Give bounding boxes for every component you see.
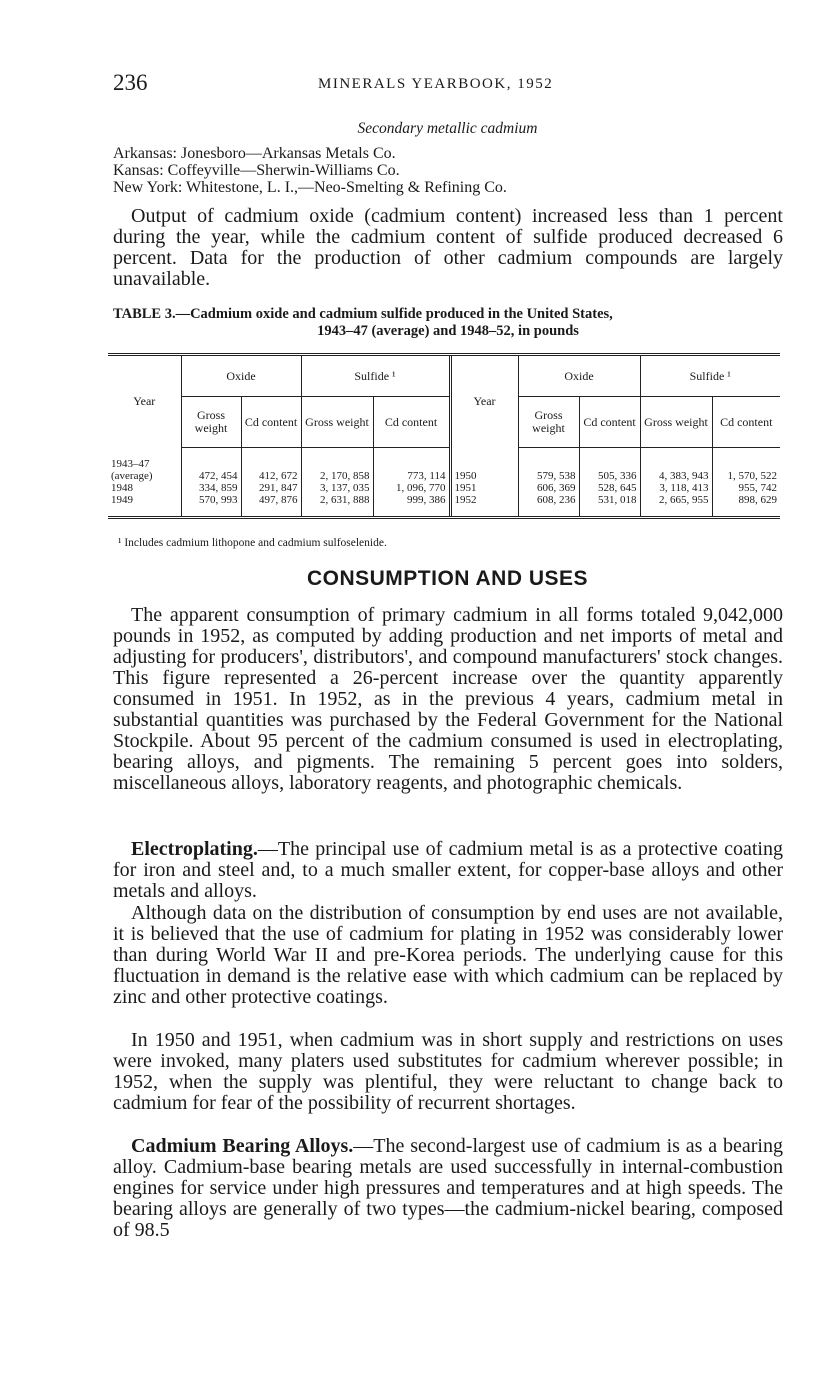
oxide-cd-cell: 528, 645 (579, 482, 640, 494)
electroplating-paragraph (113, 839, 783, 902)
table-row (108, 494, 780, 518)
intro-paragraph-text: Output of cadmium oxide (cadmium content) increased less than 1 percent during the year, while the cadmium content of sulfide produced decreased 6 percent. Data for the production of other cadmium compounds are largely unavailable. (113, 205, 783, 290)
sulfide-gross-cell: 3, 118, 413 (640, 482, 712, 494)
year-cell: 1943–47 (average) (111, 458, 153, 482)
oxide-gross-cell: 579, 538 (518, 458, 579, 482)
gross-weight-header: Gross weight (301, 397, 373, 448)
sulfide-gross-cell: 2, 631, 888 (301, 494, 373, 518)
sulfide-cd-cell: 898, 629 (712, 494, 780, 518)
secondary-heading: Secondary metallic cadmium (357, 120, 538, 137)
electroplating-text: —The principal use of cadmium metal is as a protective coating for iron and steel and, to a much smaller extent, for copper-base alloys and other metals and alloys. (113, 838, 783, 902)
table-row (108, 482, 780, 494)
bearing-alloys-runin: Cadmium Bearing Alloys. (131, 1135, 354, 1157)
year-cell: 1949 (108, 494, 181, 518)
distribution-paragraph-text: Although data on the distribution of consumption by end uses are not available, it is believed that the use of cadmium for plating in 1952 was considerably lower than during World War II and pre-Korea periods. The underlying cause for this fluctuation in demand is the relative ease with which cadmium can be replaced by zinc and other protective coatings. (113, 902, 783, 1008)
sulfide-column-header: Sulfide ¹ (640, 355, 780, 397)
table-row (108, 458, 780, 482)
oxide-cd-cell: 505, 336 (579, 458, 640, 482)
oxide-cd-cell: 412, 672 (241, 458, 301, 482)
gross-weight-header: Gross weight (640, 397, 712, 448)
table-caption-line2: 1943–47 (average) and 1948–52, in pounds (317, 323, 579, 339)
production-table (108, 353, 780, 519)
oxide-column-header: Oxide (518, 355, 640, 397)
oxide-gross-cell: 606, 369 (518, 482, 579, 494)
sulfide-gross-cell: 2, 665, 955 (640, 494, 712, 518)
year-column-header: Year (450, 355, 518, 448)
year-cell: 1948 (111, 482, 133, 494)
plant-entry: Kansas: Coffeyville—Sherwin-Williams Co. (113, 162, 400, 179)
sulfide-cd-cell: 773, 114 (373, 458, 450, 482)
gross-weight-header: Gross weight (518, 397, 579, 448)
supply-paragraph-text: In 1950 and 1951, when cadmium was in short supply and restrictions on uses were invoked, many platers used substitutes for cadmium wherever possible; in 1952, when the supply was plentiful, they were reluctant to change back to cadmium for fear of the possibility of recurrent shortages. (113, 1029, 783, 1114)
sulfide-cd-cell: 1, 570, 522 (712, 458, 780, 482)
running-head: MINERALS YEARBOOK, 1952 (318, 76, 554, 92)
cd-content-header: Cd content (373, 397, 450, 448)
year-cell: 1951 (450, 482, 518, 494)
oxide-gross-cell: 472, 454 (181, 458, 241, 482)
oxide-gross-cell: 334, 859 (181, 482, 241, 494)
section-title: CONSUMPTION AND USES (306, 567, 589, 590)
year-cell: 1952 (450, 494, 518, 518)
plant-list (113, 145, 507, 196)
plant-entry: Arkansas: Jonesboro—Arkansas Metals Co. (113, 145, 396, 162)
supply-paragraph (113, 1030, 783, 1114)
table-footnote: ¹ Includes cadmium lithopone and cadmium sulfoselenide. (118, 537, 387, 549)
sulfide-cd-cell: 955, 742 (712, 482, 780, 494)
page-number: 236 (113, 70, 148, 95)
cd-content-header: Cd content (712, 397, 780, 448)
oxide-cd-cell: 531, 018 (579, 494, 640, 518)
sulfide-cd-cell: 1, 096, 770 (373, 482, 450, 494)
year-cell: 1950 (450, 458, 518, 482)
sulfide-column-header: Sulfide ¹ (301, 355, 450, 397)
bearing-alloys-text: —The second-largest use of cadmium is as a bearing alloy. Cadmium-base bearing metals are used successfully in internal-combustion engines for service under high pressures and temperatures and at high speeds. The bearing alloys are generally of two types—the cadmium-nickel bearing, composed of 98.5 (113, 1135, 783, 1241)
year-column-header: Year (108, 355, 181, 448)
cd-content-header: Cd content (241, 397, 301, 448)
electroplating-runin: Electroplating. (131, 838, 258, 860)
page-header (113, 70, 785, 100)
table-caption (113, 306, 783, 340)
sulfide-cd-cell: 999, 386 (373, 494, 450, 518)
oxide-column-header: Oxide (181, 355, 301, 397)
sulfide-gross-cell: 4, 383, 943 (640, 458, 712, 482)
sulfide-gross-cell: 3, 137, 035 (301, 482, 373, 494)
plant-entry: New York: Whitestone, L. I.,—Neo-Smelting & Refining Co. (113, 179, 507, 196)
consumption-paragraph-text: The apparent consumption of primary cadmium in all forms totaled 9,042,000 pounds in 1952, as computed by adding production and net imports of metal and adjusting for producers', distributors', and compound manufacturers' stock changes. This figure represented a 26-percent increase over the quantity apparently consumed in 1951. In 1952, as in the previous 4 years, cadmium metal in substantial quantities was purchased by the Federal Government for the National Stockpile. About 95 percent of the cadmium consumed is used in electroplating, bearing alloys, and pigments. The remaining 5 percent goes into solders, miscellaneous alloys, laboratory reagents, and photographic chemicals. (113, 604, 783, 794)
distribution-paragraph (113, 903, 783, 1008)
intro-paragraph (113, 206, 783, 290)
table-caption-line1: TABLE 3.—Cadmium oxide and cadmium sulfide produced in the United States, (113, 306, 613, 322)
sulfide-gross-cell: 2, 170, 858 (301, 458, 373, 482)
consumption-paragraph (113, 605, 783, 794)
bearing-alloys-paragraph (113, 1136, 783, 1241)
oxide-cd-cell: 497, 876 (241, 494, 301, 518)
cd-content-header: Cd content (579, 397, 640, 448)
oxide-gross-cell: 608, 236 (518, 494, 579, 518)
oxide-cd-cell: 291, 847 (241, 482, 301, 494)
oxide-gross-cell: 570, 993 (181, 494, 241, 518)
gross-weight-header: Gross weight (181, 397, 241, 448)
